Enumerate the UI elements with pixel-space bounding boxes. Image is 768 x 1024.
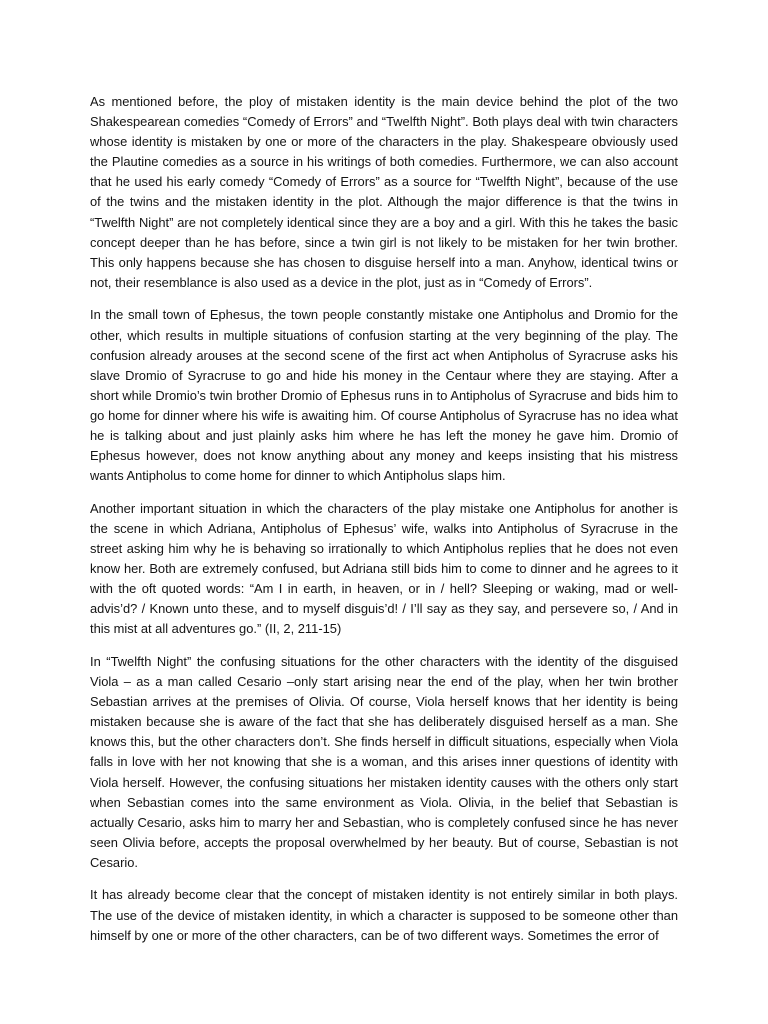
paragraph-2: In the small town of Ephesus, the town people constantly mistake one Antipholus and Dromio for the other, which results in multiple situations of confusion starting at the very beginning of the play. The confusion already arouses at the second scene of the first act when Antipholus of Syracruse asks his slave Dromio of Syracruse to go and hide his money in the Centaur where they are staying. After a short while Dromio’s twin brother Dromio of Ephesus runs in to Antipholus of Syracruse and bids him to go home for dinner where his wife is awaiting him. Of course Antipholus of Syracruse has no idea what he is talking about and just plainly asks him where he has left the money he gave him. Dromio of Ephesus however, does not know anything about any money and keeps insisting that his mistress wants Antipholus to come home for dinner to which Antipholus slaps him. — [90, 307, 678, 484]
paragraph-3: Another important situation in which the characters of the play mistake one Antipholus for another is the scene in which Adriana, Antipholus of Ephesus’ wife, walks into Antipholus of Syracruse in the street asking him why he is behaving so irrationally to which Antipholus replies that he does not even know her. Both are extremely confused, but Adriana still bids him to come to dinner and he agrees to it with the oft quoted words: “Am I in earth, in heaven, or in / hell? Sleeping or waking, mad or well-advis’d? / Known unto these, and to myself disguis’d! / I’ll say as they say, and persevere so, / And in this mist at all adventures go.” (II, 2, 211-15) — [90, 500, 678, 637]
paragraph-4: In “Twelfth Night” the confusing situations for the other characters with the identity of the disguised Viola – as a man called Cesario –only start arising near the end of the play, when her twin brother Sebastian arrives at the premises of Olivia. Of course, Viola herself knows that her identity is being mistaken because she is aware of the fact that she has deliberately disguised herself as a man. She knows this, but the other characters don’t. She finds herself in difficult situations, especially when Viola falls in love with her not knowing that she is a woman, and this arises inner questions of identity with Viola herself. However, the confusing situations her mistaken identity causes with the others only start when Sebastian comes into the same environment as Viola. Olivia, in the belief that Sebastian is actually Cesario, asks him to marry her and Sebastian, who is completely confused since he has never seen Olivia before, accepts the proposal overwhelmed by her beauty. But of course, Sebastian is not Cesario. — [90, 653, 678, 870]
paragraph-1: As mentioned before, the ploy of mistaken identity is the main device behind the plot of the two Shakespearean comedies “Comedy of Errors” and “Twelfth Night”. Both plays deal with twin characters whose identity is mistaken by one or more of the characters in the play. Shakespeare obviously used the Plautine comedies as a source in his writings of both comedies. Furthermore, we can also account that he used his early comedy “Comedy of Errors” as a source for “Twelfth Night”, because of the use of the twins and the mistaken identity in the plot. Although the major difference is that the twins in “Twelfth Night” are not completely identical since they are a boy and a girl. With this he takes the basic concept deeper than he has before, since a twin girl is not likely to be mistaken for her twin brother. This only happens because she has chosen to disguise herself into a man. Anyhow, identical twins or not, their resemblance is also used as a device in the plot, just as in “Comedy of Errors”. — [90, 94, 678, 290]
paragraph-5: It has already become clear that the concept of mistaken identity is not entirely similar in both plays. The use of the device of mistaken identity, in which a character is supposed to be someone other than himself by one or more of the other characters, can be of two different ways. Sometimes the error of — [90, 887, 678, 943]
